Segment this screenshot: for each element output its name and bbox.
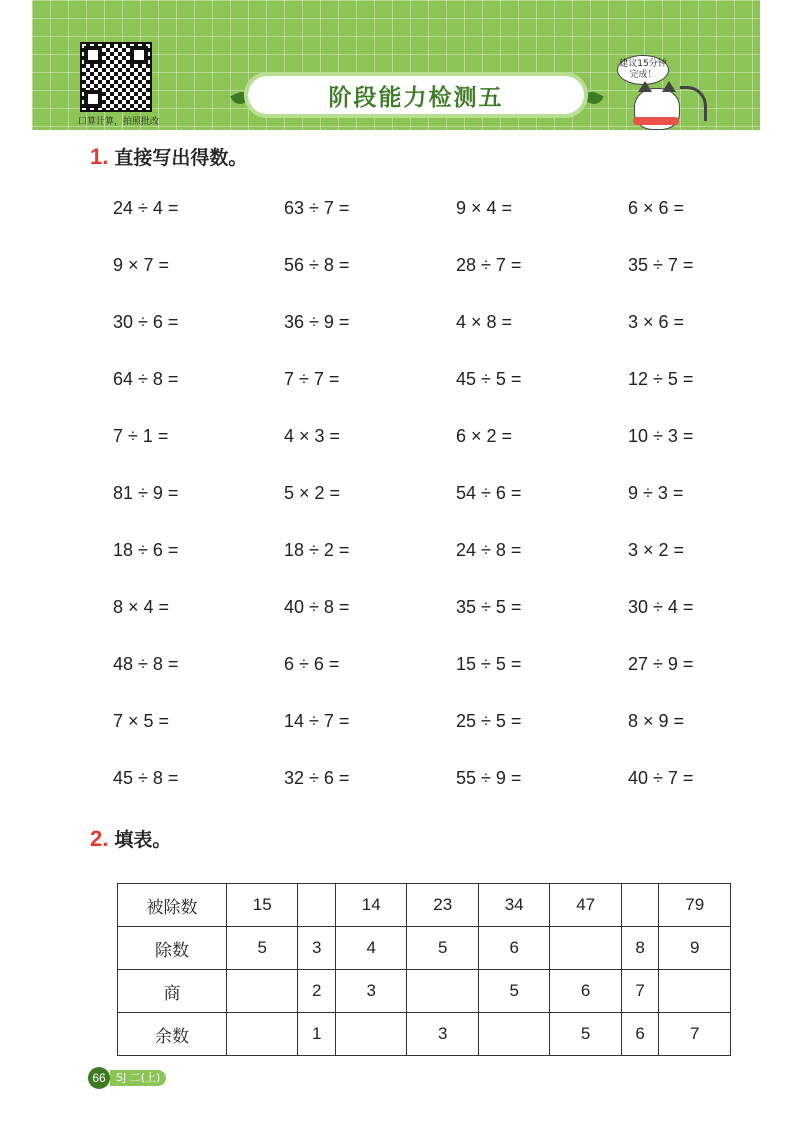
equation: 54 ÷ 6 = xyxy=(456,483,522,503)
cat-ear-icon xyxy=(662,81,676,92)
equation: 32 ÷ 6 = xyxy=(284,768,350,788)
row-header: 被除数 xyxy=(118,884,227,927)
table-cell[interactable] xyxy=(298,884,336,927)
section-1-heading xyxy=(90,143,247,170)
equation: 3 × 6 = xyxy=(628,312,685,332)
table-cell: 14 xyxy=(336,884,407,927)
equation: 36 ÷ 9 = xyxy=(284,312,350,332)
table-cell: 15 xyxy=(227,884,298,927)
cat-mascot-icon xyxy=(634,88,680,130)
equation: 81 ÷ 9 = xyxy=(113,483,179,503)
page-number: 66 xyxy=(88,1067,110,1089)
equation: 24 ÷ 4 = xyxy=(113,198,179,218)
page-title: 阶段能力检测五 xyxy=(328,84,504,111)
section-number: 1. xyxy=(90,144,109,169)
division-table xyxy=(117,883,731,1056)
equation: 3 × 2 = xyxy=(628,540,685,560)
equation: 18 ÷ 6 = xyxy=(113,540,179,560)
equation: 12 ÷ 5 = xyxy=(628,369,694,389)
table-cell: 7 xyxy=(621,970,659,1013)
equation: 7 × 5 = xyxy=(113,711,170,731)
table-cell: 34 xyxy=(478,884,549,927)
equation: 63 ÷ 7 = xyxy=(284,198,350,218)
table-cell: 23 xyxy=(407,884,478,927)
equation: 24 ÷ 8 = xyxy=(456,540,522,560)
row-header: 商 xyxy=(118,970,227,1013)
title-box xyxy=(248,76,584,114)
equation: 56 ÷ 8 = xyxy=(284,255,350,275)
table-cell[interactable] xyxy=(336,1013,407,1056)
equation: 30 ÷ 4 = xyxy=(628,597,694,617)
equation: 35 ÷ 7 = xyxy=(628,255,694,275)
table-cell[interactable] xyxy=(659,970,731,1013)
equation: 30 ÷ 6 = xyxy=(113,312,179,332)
table-cell: 6 xyxy=(621,1013,659,1056)
table-cell: 4 xyxy=(336,927,407,970)
table-cell: 79 xyxy=(659,884,731,927)
equation: 45 ÷ 8 = xyxy=(113,768,179,788)
table-cell: 9 xyxy=(659,927,731,970)
qr-eye-icon xyxy=(84,46,102,64)
equation: 55 ÷ 9 = xyxy=(456,768,522,788)
equation: 10 ÷ 3 = xyxy=(628,426,694,446)
cat-ear-icon xyxy=(638,81,652,92)
row-header: 余数 xyxy=(118,1013,227,1056)
equation: 6 × 6 = xyxy=(628,198,685,218)
equation: 18 ÷ 2 = xyxy=(284,540,350,560)
table-row xyxy=(118,884,731,927)
equation: 7 ÷ 7 = xyxy=(284,369,340,389)
equation: 28 ÷ 7 = xyxy=(456,255,522,275)
qr-eye-icon xyxy=(84,90,102,108)
table-cell: 3 xyxy=(407,1013,478,1056)
equation: 6 × 2 = xyxy=(456,426,513,446)
table-cell[interactable] xyxy=(227,1013,298,1056)
table-cell[interactable] xyxy=(550,927,621,970)
section-number: 2. xyxy=(90,826,109,851)
equation: 25 ÷ 5 = xyxy=(456,711,522,731)
table-row xyxy=(118,970,731,1013)
equation: 7 ÷ 1 = xyxy=(113,426,169,446)
table-cell: 5 xyxy=(478,970,549,1013)
section-title: 填表。 xyxy=(114,829,172,851)
equation: 5 × 2 = xyxy=(284,483,341,503)
table-cell[interactable] xyxy=(227,970,298,1013)
table-cell: 1 xyxy=(298,1013,336,1056)
equation: 4 × 8 = xyxy=(456,312,513,332)
table-cell: 5 xyxy=(550,1013,621,1056)
equation: 64 ÷ 8 = xyxy=(113,369,179,389)
section-2-heading xyxy=(90,825,171,852)
table-cell: 3 xyxy=(298,927,336,970)
equation: 9 × 4 = xyxy=(456,198,513,218)
qr-eye-icon xyxy=(130,46,148,64)
equation: 8 × 9 = xyxy=(628,711,685,731)
equation: 6 ÷ 6 = xyxy=(284,654,340,674)
table-cell: 5 xyxy=(227,927,298,970)
cat-scarf-icon xyxy=(633,117,679,125)
equation: 35 ÷ 5 = xyxy=(456,597,522,617)
equation: 40 ÷ 7 = xyxy=(628,768,694,788)
section-title: 直接写出得数。 xyxy=(114,147,248,169)
equation: 15 ÷ 5 = xyxy=(456,654,522,674)
table-cell: 5 xyxy=(407,927,478,970)
row-header: 除数 xyxy=(118,927,227,970)
speech-bubble: 建议15分钟完成！ xyxy=(617,55,669,85)
equation: 9 × 7 = xyxy=(113,255,170,275)
table-cell: 2 xyxy=(298,970,336,1013)
table-cell: 6 xyxy=(478,927,549,970)
table-cell: 7 xyxy=(659,1013,731,1056)
equation: 8 × 4 = xyxy=(113,597,170,617)
table-cell: 3 xyxy=(336,970,407,1013)
table-cell[interactable] xyxy=(478,1013,549,1056)
qr-caption: 口算计算，拍照批改 xyxy=(78,117,160,127)
grade-tag: SJ 二(上) xyxy=(110,1070,166,1086)
qr-code-icon[interactable] xyxy=(80,42,152,112)
equation: 48 ÷ 8 = xyxy=(113,654,179,674)
table-cell: 47 xyxy=(550,884,621,927)
equation: 27 ÷ 9 = xyxy=(628,654,694,674)
table-cell[interactable] xyxy=(621,884,659,927)
equation: 45 ÷ 5 = xyxy=(456,369,522,389)
table-cell: 8 xyxy=(621,927,659,970)
table-cell[interactable] xyxy=(407,970,478,1013)
table-row xyxy=(118,1013,731,1056)
equation: 40 ÷ 8 = xyxy=(284,597,350,617)
equation: 14 ÷ 7 = xyxy=(284,711,350,731)
table-row xyxy=(118,927,731,970)
table-cell: 6 xyxy=(550,970,621,1013)
equation: 4 × 3 = xyxy=(284,426,341,446)
equation: 9 ÷ 3 = xyxy=(628,483,684,503)
